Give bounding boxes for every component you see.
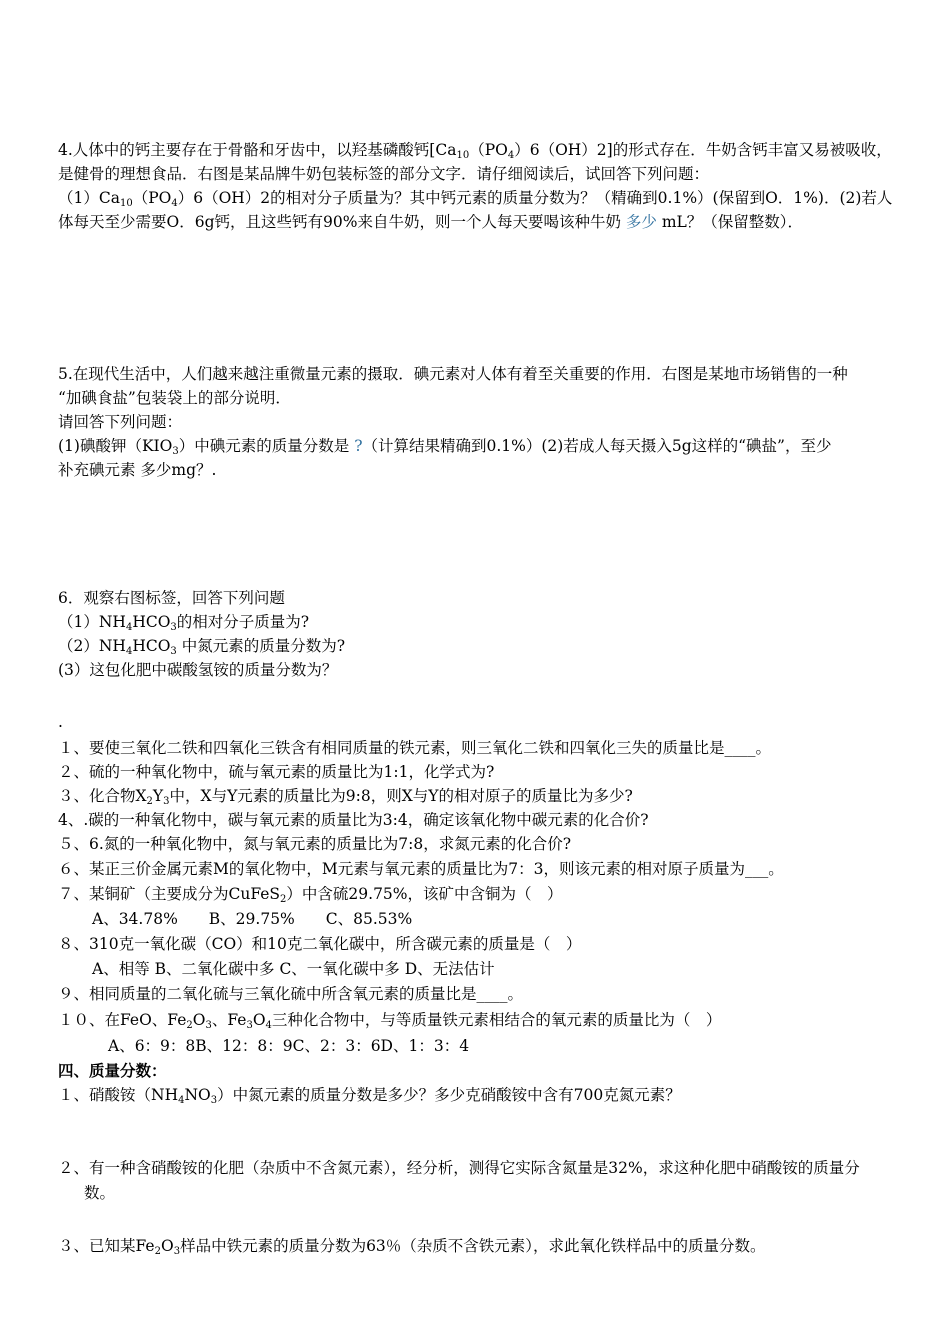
section-4-item-2-cont: 数。 <box>84 1184 116 1202</box>
list-item-8-options: A、相等 B、二氧化碳中多 C、一氧化碳中多 D、无法估计 <box>92 960 495 978</box>
list-item-6: ６、某正三价金属元素M的氧化物中，M元素与氧元素的质量比为7：3，则该元素的相对原子质量为___。 <box>58 860 784 878</box>
q4-line-3: $(1)Ca_{10}(PO_4)6(OH)2$的相对分子质量为？其中钙元素的质量分数为？（精确到0.1%）(保留到O．1%)．(2)若人 <box>58 189 893 209</box>
q5-highlight: ? <box>354 437 363 455</box>
q5-line-3: 请回答下列问题： <box>58 413 183 431</box>
list-item-2: ２、硫的一种氧化物中，硫与氧元素的质量比为1:1，化学式为? <box>58 763 495 781</box>
q4-line-4-tail: mL？（保留整数）． <box>656 213 804 231</box>
list-item-10-options: A、6：9：8B、12：8：9C、2：3：6D、1：3：4 <box>108 1037 470 1055</box>
separator-dot: . <box>58 713 63 731</box>
q5-line-4-text: (1)碘酸钾$(KIO_3)$中碘元素的质量分数是 <box>58 437 355 457</box>
q6-line-2: $(1)NH_4HCO_3$的相对分子质量为? <box>58 613 310 633</box>
list-item-5: ５、6.氮的一种氧化物中，氮与氧元素的质量比为7:8，求氮元素的化合价? <box>58 835 572 853</box>
q6-line-4: (3）这包化肥中碳酸氢铵的质量分数为？ <box>58 661 338 679</box>
section-4-item-2: ２、有一种含硝酸铵的化肥（杂质中不含氮元素），经分析，测得它实际含氮量是32%，求这种化肥中硝酸铵的质量分 <box>58 1159 860 1177</box>
q6-line-1: 6．观察右图标签，回答下列问题 <box>58 589 285 607</box>
section-4-item-3: ３、已知某$Fe_2O_3$样品中铁元素的质量分数为63％（杂质不含铁元素），求此氧化铁样品中的质量分数。 <box>58 1237 766 1257</box>
q4-highlight: 多少 <box>625 213 657 231</box>
list-item-7-options: A、34.78% B、29.75% C、85.53% <box>92 910 413 928</box>
list-item-4: 4、.碳的一种氧化物中，碳与氧元素的质量比为3:4，确定该氧化物中碳元素的化合价? <box>58 811 649 829</box>
section-4-title: 四、质量分数： <box>58 1061 167 1080</box>
q6-line-3: $(2)NH_4HCO_3$ 中氮元素的质量分数为? <box>58 637 346 657</box>
q4-line-4-text: 体每天至少需要O．6g钙，且这些钙有90%来自牛奶，则一个人每天要喝该种牛奶 <box>58 213 626 231</box>
list-item-8: ８、310克一氧化碳（CO）和10克二氧化碳中，所含碳元素的质量是（ ） <box>58 935 582 953</box>
q4-line-1: 4.人体中的钙主要存在于骨骼和牙齿中，以羟基磷酸钙$[Ca_{10}(PO_4)6(OH)2]$的形式存在．牛奶含钙丰富又易被吸收， <box>58 141 892 161</box>
q4-line-4 <box>58 210 898 234</box>
list-item-1: １、要使三氧化二铁和四氧化三铁含有相同质量的铁元素，则三氧化二铁和四氧化三失的质量比是____。 <box>58 739 772 757</box>
q5-line-1: 5.在现代生活中，人们越来越注重微量元素的摄取．碘元素对人体有着至关重要的作用．右图是某地市场销售的一种 <box>58 365 848 383</box>
list-item-3: ３、化合物$X_2Y_3$中，X与Y元素的质量比为9:8，则X与Y的相对原子的质量比为多少? <box>58 787 633 807</box>
q5-line-4-tail: （计算结果精确到0.1%）(2)若成人每天摄入5g这样的“碘盐”，至少 <box>362 437 832 455</box>
q4-line-2: 是健骨的理想食品．右图是某品牌牛奶包装标签的部分文字．请仔细阅读后，试回答下列问题： <box>58 165 710 183</box>
q5-line-5: 补充碘元素 多少mg？. <box>58 461 217 479</box>
list-item-9: ９、相同质量的二氧化硫与三氧化硫中所含氧元素的质量比是____。 <box>58 985 524 1003</box>
q5-line-4 <box>58 434 898 458</box>
section-4-item-1: １、硝酸铵$(NH_4NO_3)$中氮元素的质量分数是多少？多少克硝酸铵中含有700克氮元素？ <box>58 1086 681 1106</box>
list-item-10: １０、在FeO、$Fe_2O_3$、$Fe_3O_4$三种化合物中，与等质量铁元素相结合的氧元素的质量比为（ ） <box>58 1011 722 1031</box>
list-item-7: ７、某铜矿（主要成分为CuFeS$_2$）中含硫29.75%，该矿中含铜为（ ） <box>58 885 563 905</box>
q5-line-2: “加碘食盐”包装袋上的部分说明． <box>58 389 291 407</box>
